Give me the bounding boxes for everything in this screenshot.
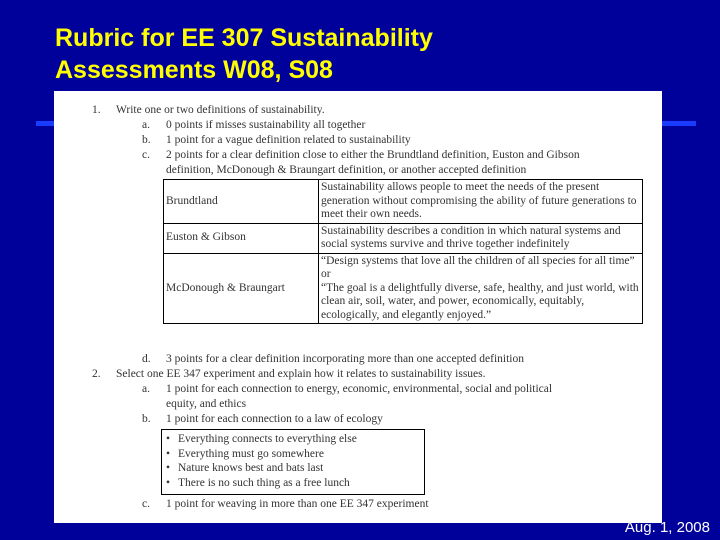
q2a-text-line2: equity, and ethics (166, 398, 247, 410)
q1c-text-line1: 2 points for a clear definition close to either the Brundtland definition, Euston and Gibson (166, 149, 580, 161)
q1d-text: 3 points for a clear definition incorporating more than one accepted definition (166, 353, 524, 365)
bullet-icon: • (166, 462, 171, 474)
table-row (164, 180, 643, 224)
title-rule-right (662, 121, 696, 126)
q2-number: 2. (92, 368, 101, 380)
list-item (166, 461, 421, 476)
list-item (166, 476, 421, 491)
slide-date: Aug. 1, 2008 (624, 519, 710, 536)
q2b-label: b. (142, 413, 151, 425)
list-item (166, 447, 421, 462)
q2c-label: c. (142, 498, 150, 510)
title-rule-left (36, 121, 56, 126)
q1-text: Write one or two definitions of sustainability. (116, 104, 325, 116)
definition-text: Sustainability describes a condition in which natural systems and social systems survive and thrive together indefinitely (319, 223, 643, 253)
q1-number: 1. (92, 104, 101, 116)
q1a-text: 0 points if misses sustainability all together (166, 119, 366, 131)
q2a-label: a. (142, 383, 150, 395)
q2-text: Select one EE 347 experiment and explain how it relates to sustainability issues. (116, 368, 486, 380)
q2c-text: 1 point for weaving in more than one EE 347 experiment (166, 498, 429, 510)
bullet-icon: • (166, 476, 171, 489)
slide-title (55, 22, 675, 86)
laws-of-ecology-box (161, 429, 425, 495)
table-row (164, 223, 643, 253)
slide-title-line1: Rubric for EE 307 Sustainability (55, 24, 433, 52)
q2b-text: 1 point for each connection to a law of ecology (166, 413, 383, 425)
definition-text: Sustainability allows people to meet the needs of the present generation without compromising the ability of future generations to meet their own needs. (319, 180, 643, 224)
q1c-text-line2: definition, McDonough & Braungart definition, or another accepted definition (166, 164, 527, 176)
definition-name: McDonough & Braungart (164, 253, 319, 324)
slide-title-line2: Assessments W08, S08 (55, 56, 333, 84)
q1a-label: a. (142, 119, 150, 131)
bullet-icon: • (166, 433, 171, 445)
q1d-label: d. (142, 353, 151, 365)
definition-text-part2: “The goal is a delightfully diverse, safe, healthy, and just world, with clean air, soil, water, and power, economically, equitably, ecologically, and elegantly enjoyed.” (321, 281, 639, 321)
definition-text-part1: “Design systems that love all the children of all species for all time” or (321, 254, 635, 280)
definition-name: Euston & Gibson (164, 223, 319, 253)
rubric-document-image (54, 91, 662, 523)
list-item (166, 432, 421, 447)
law-text: There is no such thing as a free lunch (178, 476, 350, 489)
law-text: Everything connects to everything else (178, 433, 357, 445)
q1c-label: c. (142, 149, 150, 161)
law-text: Nature knows best and bats last (178, 462, 324, 474)
definition-text (319, 253, 643, 324)
definition-name: Brundtland (164, 180, 319, 224)
q1b-text: 1 point for a vague definition related to sustainability (166, 134, 411, 146)
q2a-text-line1: 1 point for each connection to energy, economic, environmental, social and political (166, 383, 553, 395)
law-text: Everything must go somewhere (178, 447, 324, 460)
definitions-table (163, 179, 643, 324)
q1b-label: b. (142, 134, 151, 146)
table-row (164, 253, 643, 324)
bullet-icon: • (166, 447, 171, 460)
